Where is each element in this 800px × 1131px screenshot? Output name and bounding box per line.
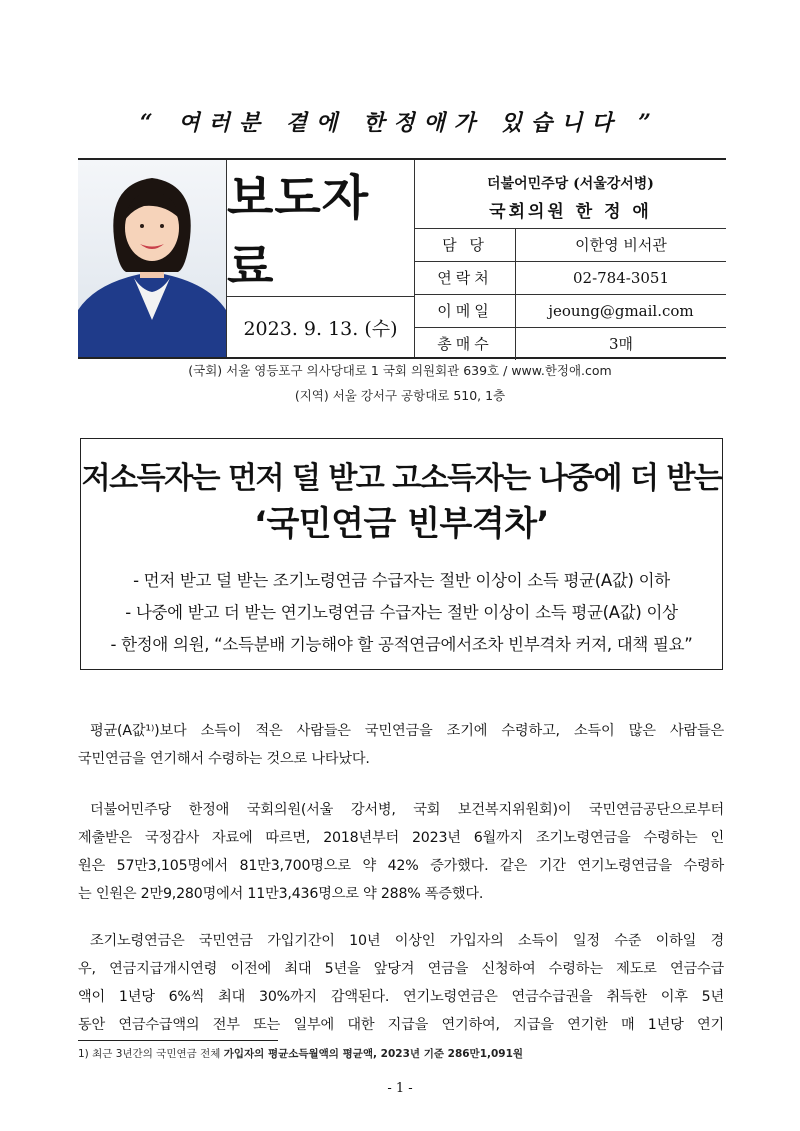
press-header-table [78,158,726,359]
headline-box [80,438,723,670]
page-number: - 1 - [387,1081,413,1096]
info-label: 연락처 [415,262,516,294]
paragraph-line: 는 인원은 2만9,280명에서 11만3,436명으로 약 288% 폭증했다. [78,886,484,902]
paragraph-line: 평균(A값¹⁾)보다 소득이 적은 사람들은 국민연금을 조기에 수령하고, 소득이 많은 사람들은 [90,723,724,739]
info-label: 담 당 [415,229,516,261]
subheadline: - 먼저 받고 덜 받는 조기노령연금 수급자는 절반 이상이 소득 평균(A값) 이하 [133,571,670,590]
paragraph-line: 더불어민주당 한정애 국회의원(서울 강서병, 국회 보건복지위원회)이 국민연금공단으로부터 [90,802,724,818]
slogan: “ 여러분 곁에 한정애가 있습니다 ” [140,110,660,136]
info-row-page-count [415,328,726,360]
subheadline: - 나중에 받고 더 받는 연기노령연금 수급자는 절반 이상이 소득 평균(A값) 이상 [125,603,678,622]
body-paragraph-3 [78,927,724,1039]
lawmaker-photo [78,160,227,357]
party-name: 더불어민주당 (서울강서병) [487,176,654,192]
member-name: 국회의원 한 정 애 [489,202,652,222]
subheadline: - 한정애 의원, “소득분배 기능해야 할 공적연금에서조차 빈부격차 커져, 대책 필요” [110,635,693,654]
headline-line-2: ‘국민연금 빈부격차’ [254,504,549,544]
paragraph-line: 동안 연금수급액의 전부 또는 일부에 대한 지급을 연기하여, 지급을 연기한 매 1년당 연기 [78,1017,724,1033]
info-label: 총매수 [415,328,516,360]
assembly-address: (국회) 서울 영등포구 의사당대로 1 국회 의원회관 639호 / www.한정애.com [188,363,612,378]
release-date: 2023. 9. 13. (수) [227,297,415,357]
footnote-emphasis: 가입자의 평균소득월액의 평균액, 2023년 기준 286만1,091원 [223,1048,524,1060]
paragraph-line: 제출받은 국정감사 자료에 따르면, 2018년부터 2023년 6월까지 조기노령연금을 수령하는 인 [78,830,724,846]
info-row-phone [415,262,726,295]
paragraph-line: 조기노령연금은 국민연금 가입기간이 10년 이상인 가입자의 소득이 일정 수준 이하일 경 [90,933,724,949]
footnote-divider [78,1040,278,1041]
info-value: 이한영 비서관 [575,236,667,254]
info-value: 3매 [608,335,634,353]
paragraph-line: 액이 1년당 6%씩 최대 30%까지 감액된다. 연기노령연금은 연금수급권을 취득한 이후 5년 [78,989,724,1005]
paragraph-line: 우, 연금지급개시연령 이전에 최대 5년을 앞당겨 연금을 신청하여 수령하는 제도로 연금수급 [78,961,724,977]
info-value: 02-784-3051 [572,269,670,287]
document-title: 보도자료 [227,160,415,297]
local-address: (지역) 서울 강서구 공항대로 510, 1층 [294,388,506,403]
info-value: jeoung@gmail.com [548,302,694,320]
info-label: 이메일 [415,295,516,327]
party-info [415,160,726,229]
body-paragraph-2 [78,796,724,908]
headline-line-1: 저소득자는 먼저 덜 받고 고소득자는 나중에 더 받는 [81,461,722,496]
info-row-email [415,295,726,328]
body-paragraph-1 [78,717,724,773]
paragraph-line: 원은 57만3,105명에서 81만3,700명으로 약 42% 증가했다. 같은 기간 연기노령연금을 수령하 [78,858,724,874]
info-row-contact-person [415,229,726,262]
footnote-prefix: 1) 최근 3년간의 국민연금 전체 [78,1048,224,1060]
footnote [78,1046,523,1061]
paragraph-line: 국민연금을 연기해서 수령하는 것으로 나타났다. [78,751,370,767]
